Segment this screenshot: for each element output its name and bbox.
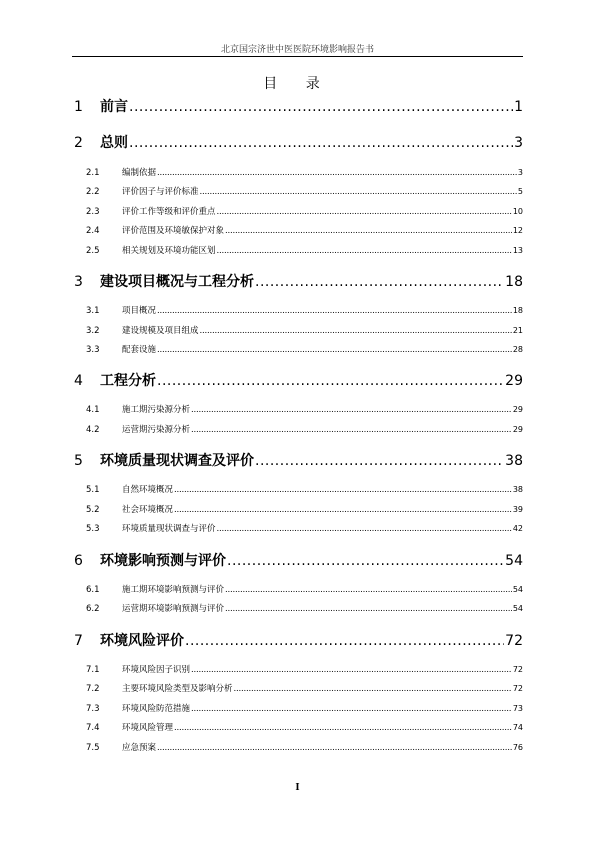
toc-entry-number: 5.2 [86,505,100,515]
toc-entry-title: 运营期污染源分析 [122,425,191,435]
toc-entry-page: 3 [514,135,523,151]
toc-entry-title: 社会环境概况 [122,505,174,515]
page-number: I [295,783,300,793]
toc-entry-title: 施工期污染源分析 [122,405,191,415]
toc-entry-number: 7.1 [86,665,100,675]
dot-leader [191,704,512,714]
toc-section-entry[interactable] [72,423,523,435]
dot-leader [225,585,512,595]
dot-leader [129,135,513,151]
toc-entry-page: 76 [512,743,523,752]
toc-entry-page: 54 [505,553,523,569]
toc-chapter-entry[interactable] [72,370,523,390]
toc-entry-number: 2.2 [86,187,100,197]
toc-entry-number: 7.3 [86,704,100,714]
toc-entry-title: 自然环境概况 [122,485,174,495]
toc-entry-page: 18 [512,306,523,315]
dot-leader [174,485,512,495]
toc-entry-title: 评价因子与评价标准 [122,187,199,197]
toc-entry-page: 54 [512,604,523,613]
dot-leader [157,306,512,316]
toc-section-entry[interactable] [72,244,523,256]
toc-entry-page: 42 [512,524,523,533]
toc-entry-number: 5.1 [86,485,100,495]
toc-entry-page: 29 [512,405,523,414]
toc-entry-page: 28 [512,345,523,354]
dot-leader [217,524,512,534]
toc-entry-number: 6.2 [86,604,100,614]
dot-leader [200,187,517,197]
toc-entry-title: 施工期环境影响预测与评价 [122,585,225,595]
toc-entry-number: 7.4 [86,723,100,733]
toc-entry-title: 环境风险管理 [122,723,174,733]
dot-leader [157,168,517,178]
toc-section-entry[interactable] [72,166,523,178]
dot-leader [191,665,512,675]
toc-entry-title: 环境质量现状调查及评价 [100,453,254,469]
toc-entry-title: 总则 [100,135,128,151]
header-divider [72,56,523,57]
toc-chapter-entry[interactable] [72,132,523,152]
dot-leader [225,226,512,236]
dot-leader [225,604,512,614]
dot-leader [191,425,512,435]
toc-chapter-entry[interactable] [72,450,523,470]
toc-chapter-entry[interactable] [72,96,523,116]
toc-section-entry[interactable] [72,205,523,217]
toc-entry-number: 7.5 [86,743,100,753]
running-header: 北京国宗济世中医医院环境影响报告书 [220,45,374,55]
toc-entry-number: 7.2 [86,684,100,694]
toc-entry-number: 3.2 [86,326,100,336]
toc-entry-page: 39 [512,505,523,514]
toc-entry-title: 运营期环境影响预测与评价 [122,604,225,614]
dot-leader [174,723,512,733]
toc-entry-number: 4 [74,373,83,389]
toc-entry-title: 环境影响预测与评价 [100,553,226,569]
toc-entry-number: 4.2 [86,425,100,435]
toc-entry-title: 环境风险评价 [100,633,184,649]
toc-section-entry[interactable] [72,343,523,355]
toc-entry-number: 2.4 [86,226,100,236]
toc-entry-page: 73 [512,704,523,713]
toc-section-entry[interactable] [72,583,523,595]
toc-title: 目 录 [263,76,332,92]
toc-entry-number: 6.1 [86,585,100,595]
dot-leader [227,553,504,569]
toc-chapter-entry[interactable] [72,630,523,650]
toc-section-entry[interactable] [72,324,523,336]
toc-entry-title: 主要环境风险类型及影响分析 [122,684,233,694]
toc-chapter-entry[interactable] [72,550,523,570]
toc-entry-number: 2.3 [86,207,100,217]
toc-entry-page: 5 [517,187,523,196]
dot-leader [234,684,512,694]
toc-entry-title: 环境风险因子识别 [122,665,191,675]
toc-entry-page: 3 [517,168,523,177]
toc-section-entry[interactable] [72,741,523,753]
toc-entry-title: 应急预案 [122,743,157,753]
dot-leader [129,99,513,115]
toc-entry-page: 12 [512,226,523,235]
dot-leader [174,505,512,515]
dot-leader [255,453,504,469]
toc-entry-number: 2.5 [86,246,100,256]
toc-entry-title: 环境质量现状调查与评价 [122,524,216,534]
toc-entry-title: 环境风险防范措施 [122,704,191,714]
dot-leader [191,405,512,415]
toc-chapter-entry[interactable] [72,271,523,291]
toc-entry-number: 1 [74,99,83,115]
toc-section-entry[interactable] [72,602,523,614]
toc-section-entry[interactable] [72,503,523,515]
toc-entry-page: 21 [512,326,523,335]
toc-entry-page: 10 [512,207,523,216]
toc-entry-number: 5.3 [86,524,100,534]
toc-entry-number: 3.1 [86,306,100,316]
toc-entry-page: 29 [505,373,523,389]
dot-leader [157,345,512,355]
toc-entry-title: 评价工作等级和评价重点 [122,207,216,217]
toc-entry-title: 编制依据 [122,168,157,178]
toc-section-entry[interactable] [72,304,523,316]
dot-leader [157,373,504,389]
toc-entry-page: 13 [512,246,523,255]
toc-entry-title: 工程分析 [100,373,156,389]
dot-leader [185,633,504,649]
toc-entry-title: 建设项目概况与工程分析 [100,274,254,290]
toc-entry-title: 评价范围及环境敏保护对象 [122,226,225,236]
toc-entry-number: 7 [74,633,83,649]
toc-entry-page: 72 [505,633,523,649]
toc-entry-page: 72 [512,665,523,674]
toc-entry-page: 38 [505,453,523,469]
toc-section-entry[interactable] [72,522,523,534]
dot-leader [217,246,512,256]
toc-section-entry[interactable] [72,483,523,495]
dot-leader [157,743,512,753]
toc-entry-page: 74 [512,723,523,732]
toc-entry-page: 29 [512,425,523,434]
dot-leader [200,326,512,336]
toc-entry-title: 配套设施 [122,345,157,355]
toc-entry-page: 1 [514,99,523,115]
toc-section-entry[interactable] [72,185,523,197]
toc-entry-number: 6 [74,553,83,569]
toc-entry-number: 2.1 [86,168,100,178]
toc-entry-page: 18 [505,274,523,290]
toc-entry-title: 建设规模及项目组成 [122,326,199,336]
toc-section-entry[interactable] [72,682,523,694]
dot-leader [255,274,504,290]
toc-entry-page: 54 [512,585,523,594]
toc-entry-page: 38 [512,485,523,494]
toc-section-entry[interactable] [72,721,523,733]
toc-entry-number: 4.1 [86,405,100,415]
toc-entry-title: 项目概况 [122,306,157,316]
dot-leader [217,207,512,217]
toc-entry-title: 前言 [100,99,128,115]
toc-section-entry[interactable] [72,663,523,675]
toc-entry-number: 3.3 [86,345,100,355]
toc-entry-number: 3 [74,274,83,290]
toc-entry-page: 72 [512,684,523,693]
toc-section-entry[interactable] [72,403,523,415]
toc-section-entry[interactable] [72,702,523,714]
toc-entry-number: 2 [74,135,83,151]
toc-entry-number: 5 [74,453,83,469]
toc-entry-title: 相关规划及环境功能区划 [122,246,216,256]
toc-section-entry[interactable] [72,224,523,236]
